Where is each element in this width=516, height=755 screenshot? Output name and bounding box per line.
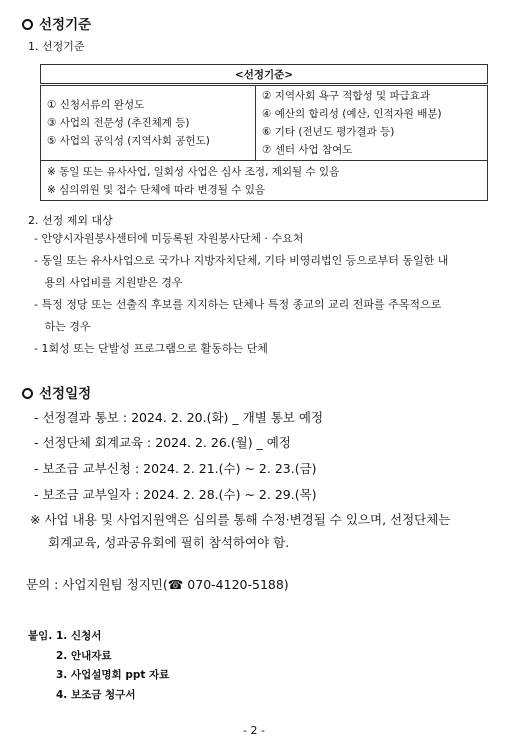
schedule-note-line: ※ 사업 내용 및 사업지원액은 심의를 통해 수정·변경될 수 있으며, 선정단체는 <box>30 512 451 527</box>
attachment-item: 1. 신청서 <box>56 630 102 642</box>
exclusion-subheading: 2. 선정 제외 대상 <box>28 214 113 227</box>
schedule-item: - 선정단체 회계교육 : 2024. 2. 26.(월) _ 예정 <box>34 435 291 450</box>
criteria-notes-cell <box>41 161 488 201</box>
criteria-subheading: 1. 선정기준 <box>28 40 85 53</box>
exclusion-item: - 안양시자원봉사센터에 미등록된 자원봉사단체 · 수요처 <box>34 232 304 245</box>
hollow-circle-icon <box>22 388 33 399</box>
schedule-heading-text: 선정일정 <box>39 386 92 402</box>
criteria-note: ※ 심의위원 및 접수 단체에 따라 변경될 수 있음 <box>47 183 266 196</box>
attachments-label: 붙임. <box>28 630 53 642</box>
criteria-table <box>40 64 488 201</box>
exclusion-item: - 특정 정당 또는 선출직 후보를 지지하는 단체나 특정 종교의 교리 전파를 주목적으로 <box>34 298 442 311</box>
hollow-circle-icon <box>22 19 33 30</box>
schedule-item: - 보조금 교부일자 : 2024. 2. 28.(수) ~ 2. 29.(목) <box>34 487 317 502</box>
page-number: - 2 - <box>243 724 265 737</box>
criteria-item: ③ 사업의 전문성 (추진체계 등) <box>47 117 190 129</box>
section-heading-criteria <box>22 13 91 33</box>
criteria-item: ⑦ 센터 사업 참여도 <box>262 144 353 156</box>
exclusion-list <box>34 228 448 360</box>
criteria-item: ① 신청서류의 완성도 <box>47 99 145 111</box>
criteria-heading-text: 선정기준 <box>39 17 92 33</box>
attachment-item: 3. 사업설명회 ppt 자료 <box>56 669 170 681</box>
criteria-right-cell <box>256 85 488 161</box>
attachment-item: 4. 보조금 청구서 <box>56 689 136 701</box>
criteria-note: ※ 동일 또는 유사사업, 일회성 사업은 심사 조정, 제외될 수 있음 <box>47 165 340 178</box>
criteria-item: ② 지역사회 욕구 적합성 및 파급효과 <box>262 90 431 102</box>
exclusion-item: 하는 경우 <box>34 320 91 333</box>
criteria-item: ⑥ 기타 (전년도 평가결과 등) <box>262 126 395 138</box>
exclusion-item: - 동일 또는 유사사업으로 국가나 지방자치단체, 기타 비영리법인 등으로부터 동일한 내 <box>34 254 449 267</box>
criteria-table-title: <선정기준> <box>41 65 488 85</box>
schedule-item: - 보조금 교부신청 : 2024. 2. 21.(수) ~ 2. 23.(금) <box>34 461 317 476</box>
contact-line: 문의 : 사업지원팀 정지민(☎ 070-4120-5188) <box>26 577 289 592</box>
section-heading-schedule <box>22 382 91 402</box>
criteria-item: ④ 예산의 합리성 (예산, 인적자원 배분) <box>262 108 442 120</box>
exclusion-item: - 1회성 또는 단발성 프로그램으로 활동하는 단체 <box>34 342 268 355</box>
schedule-item: - 선정결과 통보 : 2024. 2. 20.(화) _ 개별 통보 예정 <box>34 410 324 425</box>
criteria-left-cell <box>41 85 256 161</box>
exclusion-item: 용의 사업비를 지원받은 경우 <box>34 276 183 289</box>
schedule-note-line: 회계교육, 성과공유회에 필히 참석하여야 함. <box>48 535 290 550</box>
criteria-item: ⑤ 사업의 공익성 (지역사회 공헌도) <box>47 135 210 147</box>
attachment-item: 2. 안내자료 <box>56 650 112 662</box>
